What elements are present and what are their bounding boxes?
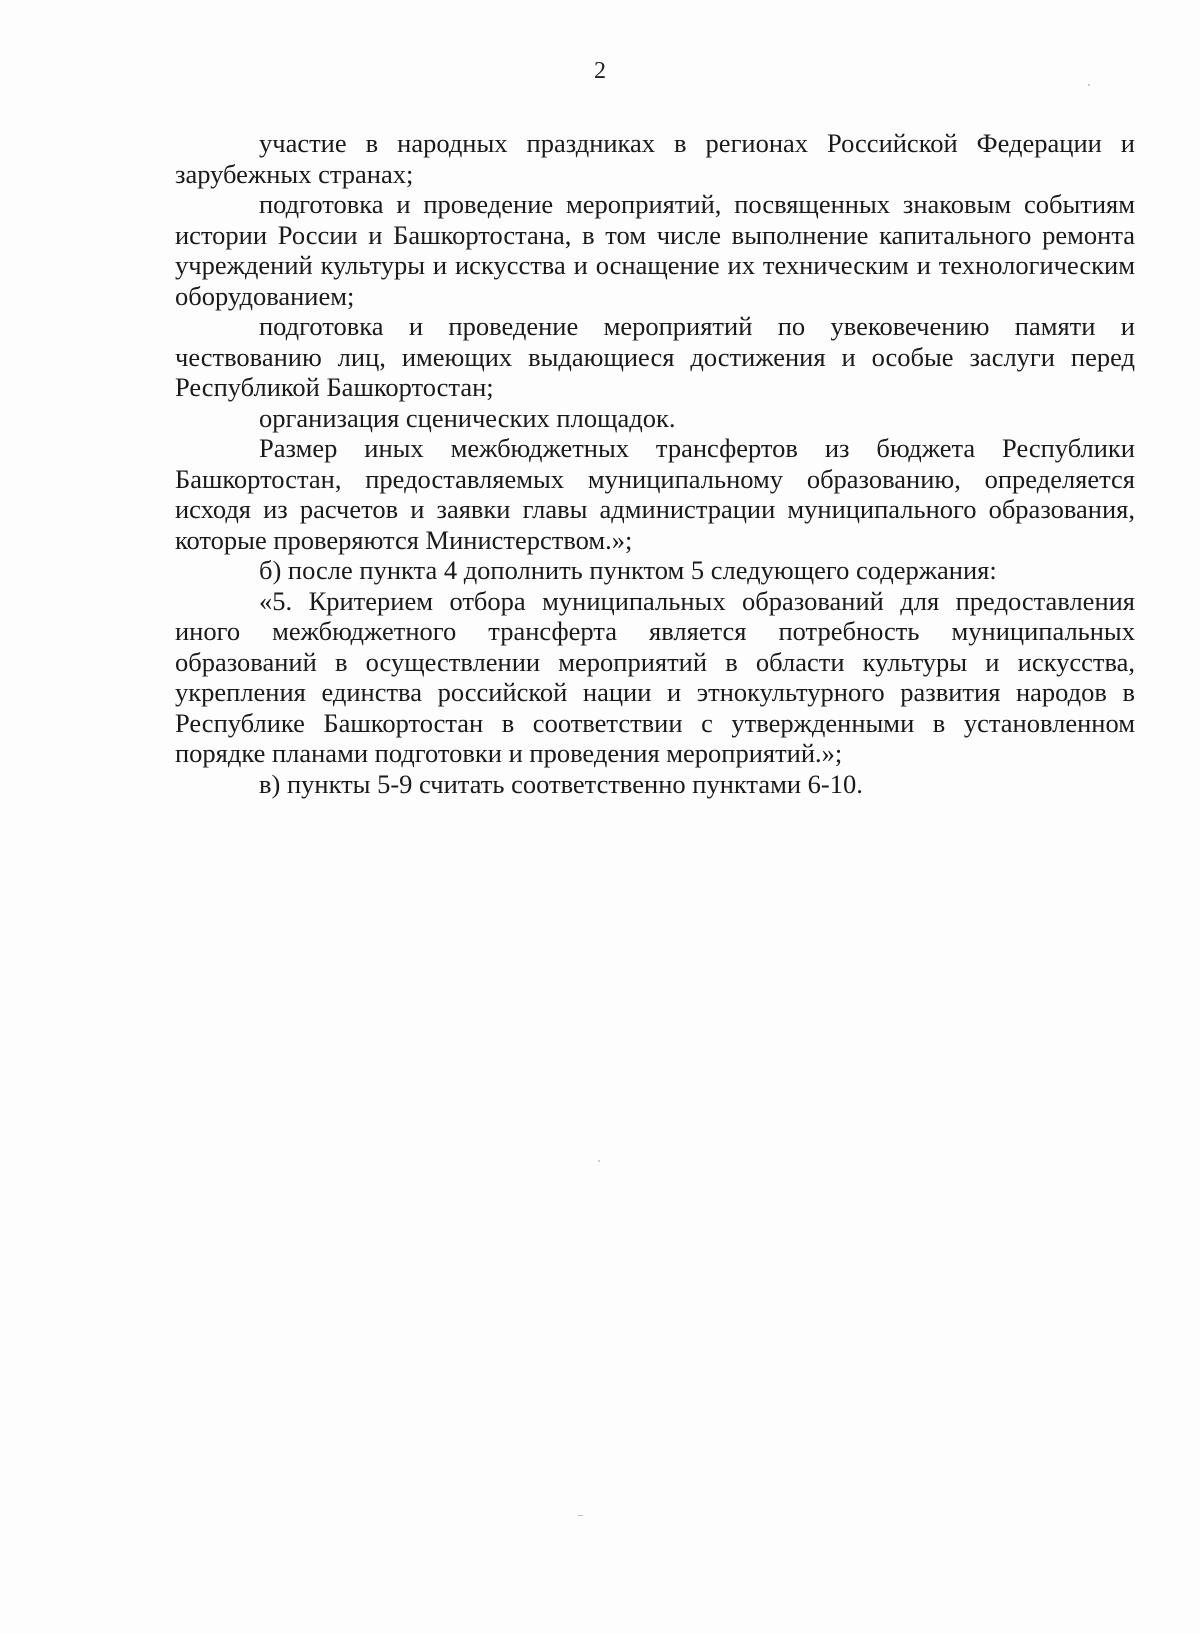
- scan-speck: [1088, 84, 1090, 86]
- scan-speck: [578, 1515, 583, 1516]
- document-body: [175, 128, 1135, 799]
- paragraph: участие в народных праздниках в регионах Российской Федерации и зарубежных странах;: [175, 128, 1135, 189]
- paragraph: подготовка и проведение мероприятий по увековечению памяти и чествованию лиц, имеющих выдающиеся достижения и особые заслуги перед Республикой Башкортостан;: [175, 311, 1135, 402]
- paragraph: Размер иных межбюджетных трансфертов из бюджета Республики Башкортостан, предоставляемых муниципальному образованию, определяется исходя из расчетов и заявки главы администрации муниципального образования, которые проверяются Министерством.»;: [175, 433, 1135, 555]
- paragraph: б) после пункта 4 дополнить пунктом 5 следующего содержания:: [259, 555, 997, 585]
- scan-speck: [598, 1160, 600, 1162]
- page-number: 2: [594, 58, 606, 84]
- paragraph: организация сценических площадок.: [259, 402, 676, 433]
- paragraph: «5. Критерием отбора муниципальных образований для предоставления иного межбюджетного трансферта является потребность муниципальных образований в осуществлении мероприятий в области культуры и искусства, укрепления единства российской нации и этнокультурного развития народов в Республике Башкортостан в соответствии с утвержденными в установленном порядке планами подготовки и проведения мероприятий.»;: [175, 585, 1135, 768]
- paragraph: в) пункты 5-9 считать соответственно пунктами 6-10.: [259, 768, 863, 799]
- paragraph: подготовка и проведение мероприятий, посвященных знаковым событиям истории России и Башкортостана, в том числе выполнение капитального ремонта учреждений культуры и искусства и оснащение их техническим и технологическим оборудованием;: [175, 189, 1135, 311]
